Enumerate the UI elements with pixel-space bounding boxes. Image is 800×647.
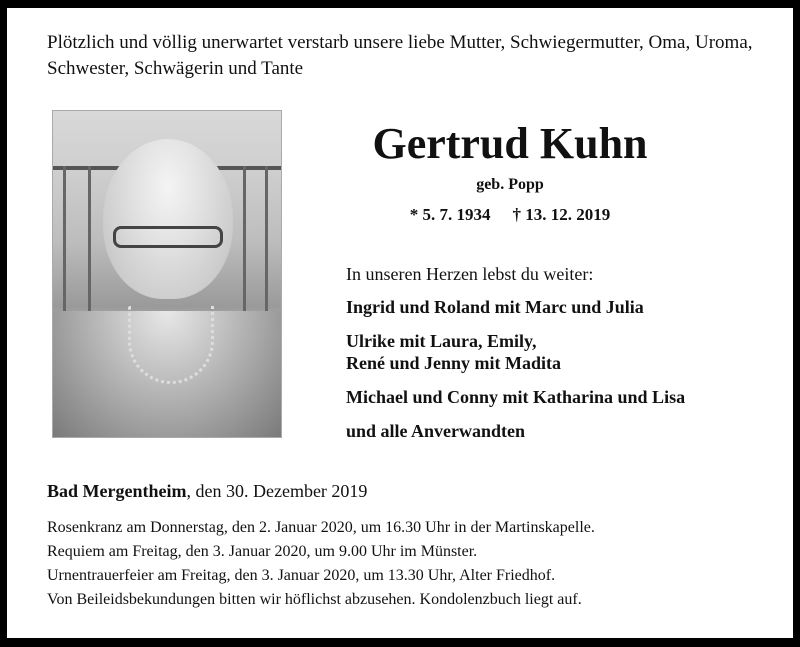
mourner-group xyxy=(346,296,766,318)
place: Bad Mergentheim xyxy=(47,481,187,501)
maiden-name: geb. Popp xyxy=(476,176,544,193)
portrait-glasses xyxy=(113,226,223,248)
death-date: † 13. 12. 2019 xyxy=(512,205,611,224)
mourner-line: Michael und Conny mit Katharina und Lisa xyxy=(346,387,686,407)
railing-bar xyxy=(265,166,268,326)
detail-urn-ceremony: Urnentrauerfeier am Freitag, den 3. Januar 2020, um 13.30 Uhr, Alter Friedhof. xyxy=(47,567,556,584)
place-and-date xyxy=(47,481,367,502)
deceased-name: Gertrud Kuhn xyxy=(372,119,648,168)
railing-bar xyxy=(88,166,91,326)
detail-rosary: Rosenkranz am Donnerstag, den 2. Januar 2020, um 16.30 Uhr in der Martinskapelle. xyxy=(47,519,595,536)
mourners-list xyxy=(346,263,766,454)
mourner-group xyxy=(346,420,766,442)
detail-condolences: Von Beileidsbekundungen bitten wir höflichst abzusehen. Kondolenzbuch liegt auf. xyxy=(47,591,582,608)
intro-text: Plötzlich und völlig unerwartet verstarb unsere liebe Mutter, Schwiegermutter, Oma, Uroma, Schwester, Schwägerin und Tante xyxy=(47,32,753,79)
mourner-line: René und Jenny mit Madita xyxy=(346,353,562,373)
birth-date: * 5. 7. 1934 xyxy=(409,205,491,224)
portrait-photo xyxy=(52,110,282,438)
life-dates xyxy=(300,205,720,225)
mourner-line: und alle Anverwandten xyxy=(346,421,526,441)
mourners-lead: In unseren Herzen lebst du weiter: xyxy=(346,264,594,284)
notice-date: , den 30. Dezember 2019 xyxy=(186,481,368,501)
mourner-group xyxy=(346,330,766,374)
railing-bar xyxy=(63,166,66,326)
mourner-group xyxy=(346,386,766,408)
service-details xyxy=(47,516,767,612)
detail-requiem: Requiem am Freitag, den 3. Januar 2020, um 9.00 Uhr im Münster. xyxy=(47,543,478,560)
portrait-head xyxy=(103,139,233,299)
railing-bar xyxy=(243,166,246,326)
mourner-line: Ulrike mit Laura, Emily, xyxy=(346,331,537,351)
mourner-line: Ingrid und Roland mit Marc und Julia xyxy=(346,297,644,317)
